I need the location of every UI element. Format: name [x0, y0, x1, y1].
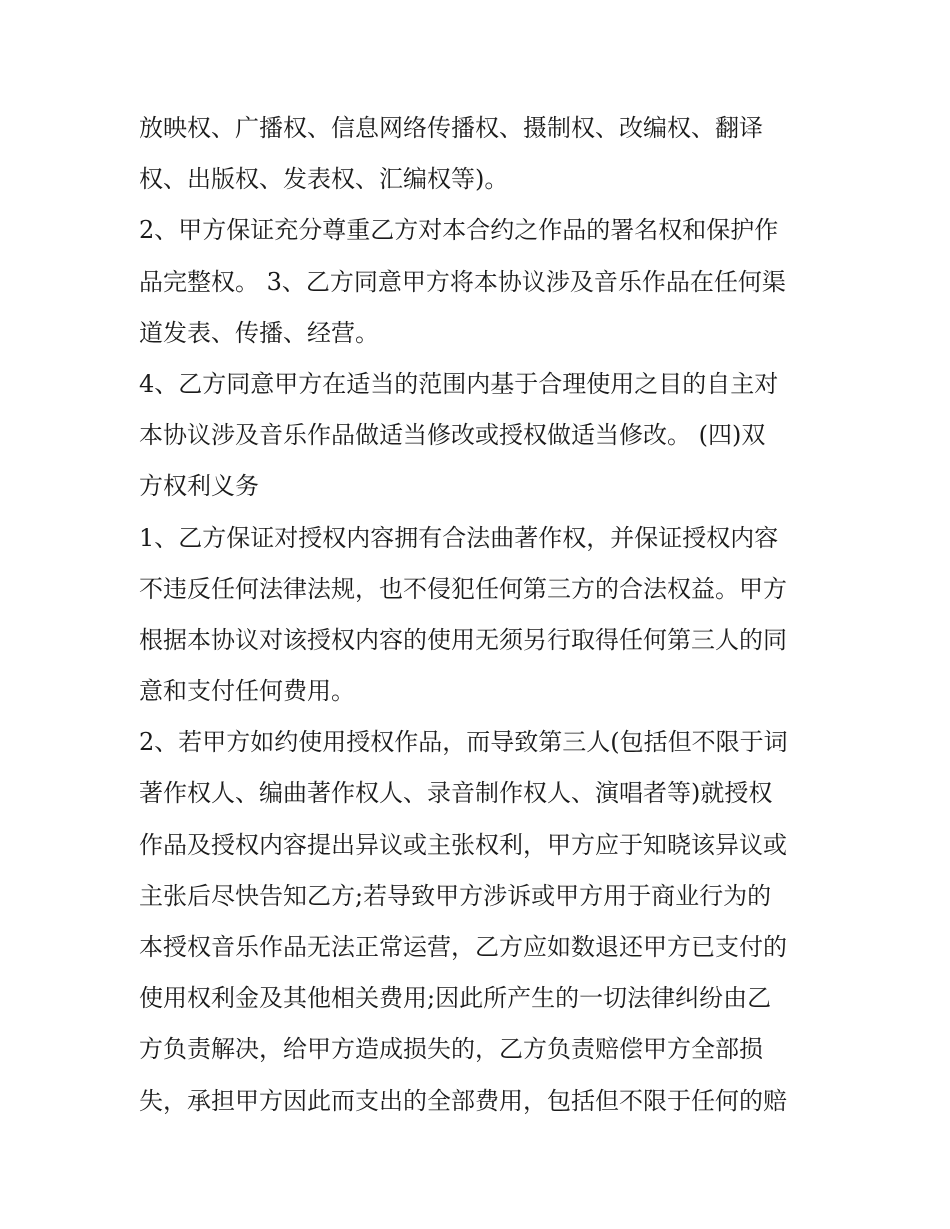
text-line: 不违反任何法律法规，也不侵犯任何第三方的合法权益。甲方 [139, 574, 787, 603]
text-line: 品完整权。 3、乙方同意甲方将本协议涉及音乐作品在任何渠 [139, 267, 786, 296]
text-line: 使用权利金及其他相关费用;因此所产生的一切法律纠纷由乙 [139, 984, 772, 1013]
text-line: 根据本协议对该授权内容的使用无须另行取得任何第三人的同 [139, 625, 787, 654]
text-line: 2、若甲方如约使用授权作品，而导致第三人(包括但不限于词 [139, 728, 788, 757]
text-line: 权、出版权、发表权、汇编权等)。 [139, 165, 509, 194]
text-line: 作品及授权内容提出异议或主张权利，甲方应于知晓该异议或 [139, 830, 787, 859]
text-line: 1、乙方保证对授权内容拥有合法曲著作权，并保证授权内容 [139, 523, 779, 552]
text-line: 4、乙方同意甲方在适当的范围内基于合理使用之目的自主对 [139, 369, 779, 398]
text-line: 2、甲方保证充分尊重乙方对本合约之作品的署名权和保护作 [139, 216, 779, 245]
text-line: 失，承担甲方因此而支出的全部费用，包括但不限于任何的赔 [139, 1086, 787, 1115]
text-line: 本授权音乐作品无法正常运营，乙方应如数退还甲方已支付的 [139, 933, 787, 961]
text-line: 主张后尽快告知乙方;若导致甲方涉诉或甲方用于商业行为的 [139, 881, 772, 910]
text-line: 方负责解决，给甲方造成损失的，乙方负责赔偿甲方全部损 [139, 1035, 763, 1064]
text-line: 道发表、传播、经营。 [139, 318, 379, 347]
document-body [139, 103, 819, 1127]
text-line: 意和支付任何费用。 [139, 677, 355, 706]
text-line: 方权利义务 [139, 472, 259, 501]
text-line: 放映权、广播权、信息网络传播权、摄制权、改编权、翻译 [139, 114, 763, 142]
text-line: 本协议涉及音乐作品做适当修改或授权做适当修改。 (四)双 [139, 421, 766, 450]
text-line: 著作权人、编曲著作权人、录音制作权人、演唱者等)就授权 [139, 779, 773, 808]
